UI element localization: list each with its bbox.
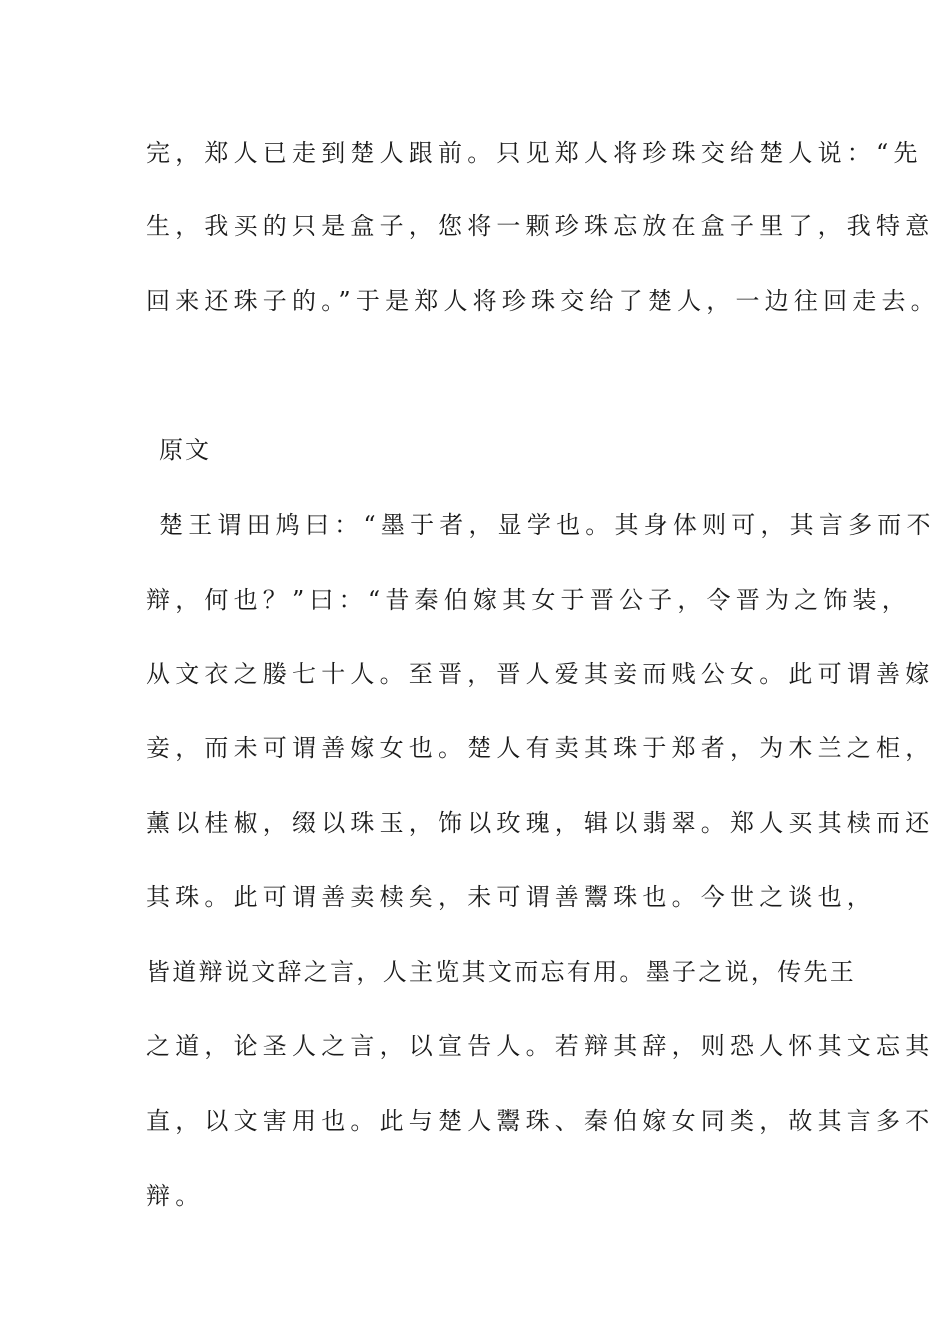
original-line-9: 直，以文害用也。此与楚人鬻珠、秦伯嫁女同类，故其言多不 [146, 1107, 935, 1135]
translation-line-2: 生，我买的只是盒子，您将一颗珍珠忘放在盒子里了，我特意 [146, 212, 935, 240]
original-line-10: 辩。 [146, 1182, 205, 1210]
original-line-7: 皆道辩说文辞之言，人主览其文而忘有用。墨子之说，传先王 [146, 958, 857, 986]
original-line-5: 薰以桂椒，缀以珠玉，饰以玫瑰，辑以翡翠。郑人买其椟而还 [146, 809, 935, 837]
translation-line-1: 完，郑人已走到楚人跟前。只见郑人将珍珠交给楚人说：“先 [146, 139, 923, 167]
original-line-3: 从文衣之媵七十人。至晋，晋人爱其妾而贱公女。此可谓善嫁 [146, 660, 935, 688]
section-heading: 原文 [159, 436, 211, 464]
original-line-1: 楚王谓田鸠曰：“墨于者，显学也。其身体则可，其言多而不 [159, 511, 936, 539]
original-line-2: 辩，何也？”曰：“昔秦伯嫁其女于晋公子，令晋为之饰装， [146, 586, 911, 614]
original-line-8: 之道，论圣人之言，以宣告人。若辩其辞，则恐人怀其文忘其 [146, 1032, 935, 1060]
translation-line-3: 回来还珠子的。”于是郑人将珍珠交给了楚人，一边往回走去。 [146, 287, 940, 315]
original-line-6: 其珠。此可谓善卖椟矣，未可谓善鬻珠也。今世之谈也， [146, 883, 876, 911]
original-line-4: 妾，而未可谓善嫁女也。楚人有卖其珠于郑者，为木兰之柜， [146, 734, 935, 762]
